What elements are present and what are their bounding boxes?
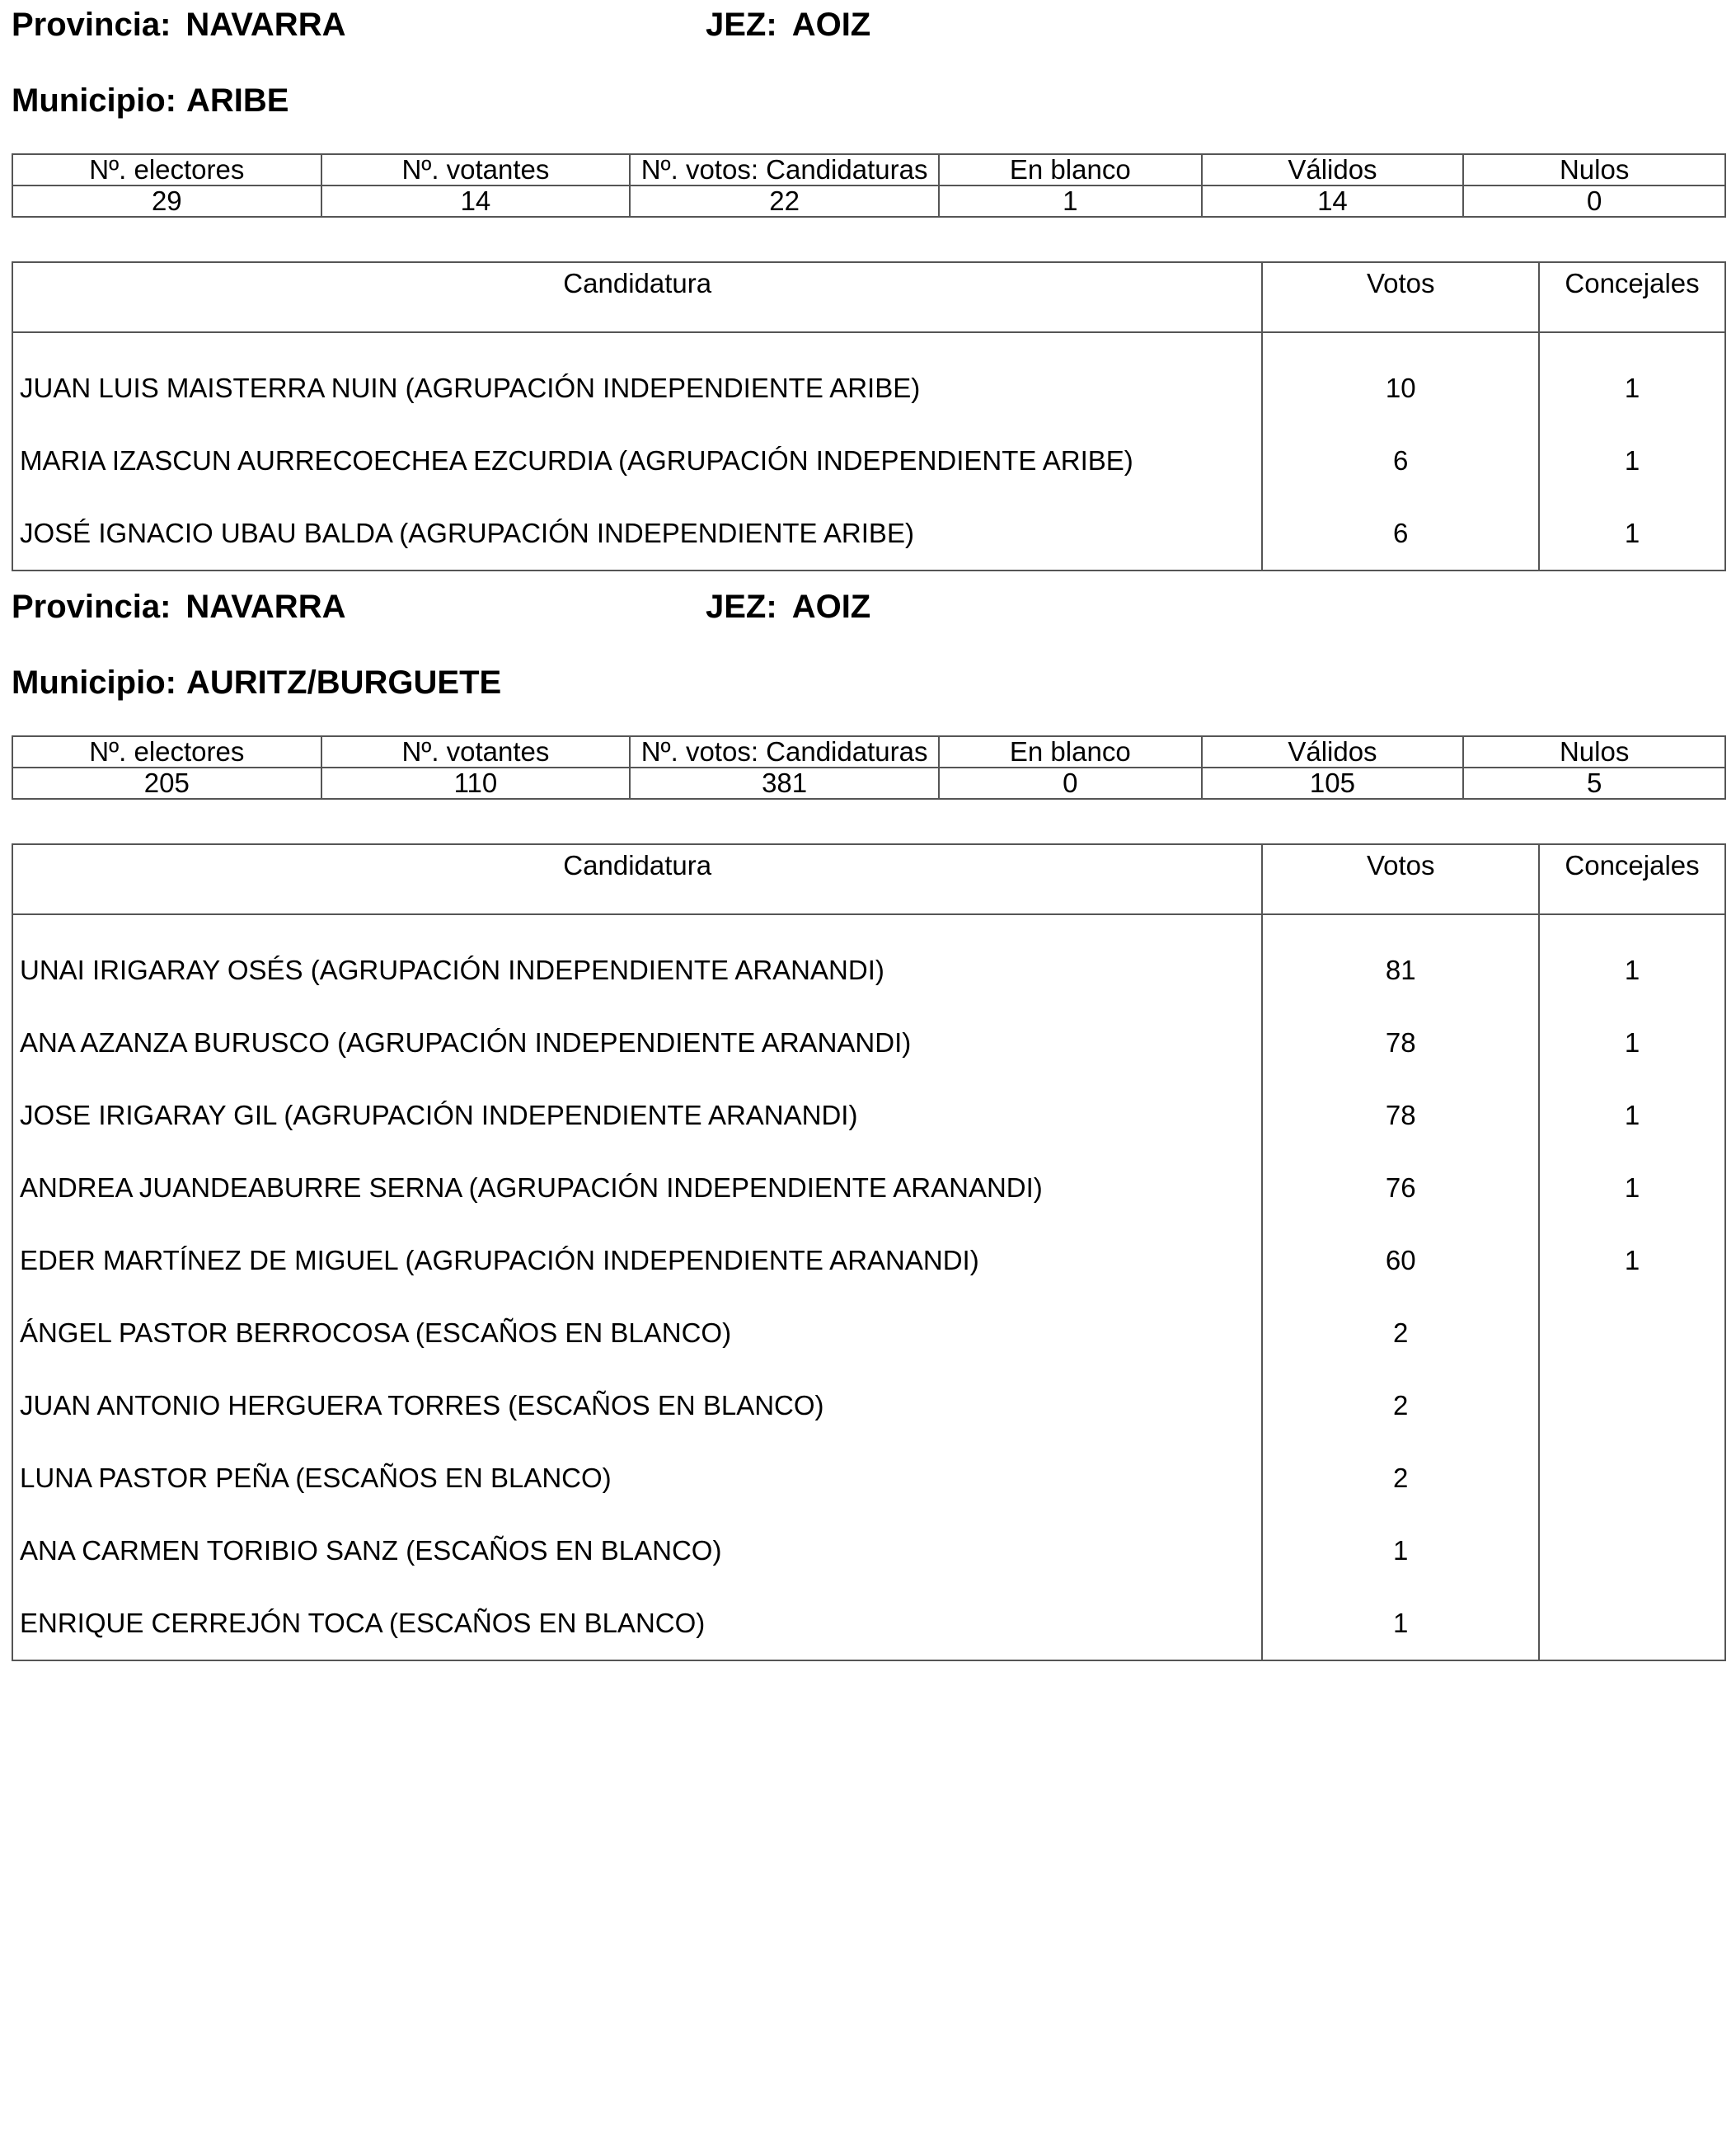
stats-validos: 14 (1202, 185, 1464, 217)
stats-header-validos: Válidos (1202, 154, 1464, 185)
header-candidatura: Candidatura (12, 262, 1262, 332)
candidates-table (12, 843, 1726, 1661)
candidate-concejales (1539, 1442, 1725, 1514)
candidate-name: ENRIQUE CERREJÓN TOCA (ESCAÑOS EN BLANCO) (12, 1587, 1262, 1660)
section-aribe (12, 0, 1726, 548)
municipio-value: AURITZ/BURGUETE (185, 664, 502, 701)
candidate-votos: 76 (1262, 1152, 1539, 1224)
candidate-name: ÁNGEL PASTOR BERROCOSA (ESCAÑOS EN BLANCO) (12, 1297, 1262, 1369)
stats-electores: 205 (12, 768, 321, 799)
municipio-value: ARIBE (185, 82, 289, 119)
stats-header-validos: Válidos (1202, 736, 1464, 768)
candidate-concejales: 1 (1539, 1224, 1725, 1297)
stats-header-electores: Nº. electores (12, 154, 321, 185)
candidate-concejales (1539, 1297, 1725, 1369)
table-row (12, 914, 1725, 1007)
stats-nulos: 5 (1463, 768, 1725, 799)
candidates-header-row (12, 844, 1725, 914)
candidate-votos: 81 (1262, 914, 1539, 1007)
table-row (12, 1079, 1725, 1152)
stats-table (12, 735, 1726, 800)
candidate-votos: 6 (1262, 497, 1539, 571)
jez-value: AOIZ (791, 589, 871, 625)
municipio-header (12, 84, 289, 117)
header-candidatura: Candidatura (12, 844, 1262, 914)
candidate-concejales: 1 (1539, 497, 1725, 571)
candidate-votos: 60 (1262, 1224, 1539, 1297)
candidate-concejales (1539, 1587, 1725, 1660)
candidate-name: MARIA IZASCUN AURRECOECHEA EZCURDIA (AGRUPACIÓN INDEPENDIENTE ARIBE) (12, 425, 1262, 497)
table-row (12, 425, 1725, 497)
section-auritz-burguete (12, 582, 1726, 1637)
table-row (12, 332, 1725, 425)
stats-header-en-blanco: En blanco (939, 154, 1202, 185)
provincia-value: NAVARRA (185, 7, 346, 43)
municipio-label: Municipio: (12, 664, 176, 701)
stats-votos-candidaturas: 22 (630, 185, 939, 217)
provincia-header (12, 8, 345, 41)
candidate-concejales: 1 (1539, 1079, 1725, 1152)
candidate-votos: 2 (1262, 1442, 1539, 1514)
jez-header (706, 590, 870, 623)
header-concejales: Concejales (1539, 844, 1725, 914)
table-row (12, 1587, 1725, 1660)
table-row (12, 1514, 1725, 1587)
table-row (12, 1007, 1725, 1079)
candidate-votos: 10 (1262, 332, 1539, 425)
candidate-votos: 2 (1262, 1369, 1539, 1442)
stats-header-row (12, 736, 1725, 768)
stats-header-nulos: Nulos (1463, 154, 1725, 185)
provincia-value: NAVARRA (185, 589, 346, 625)
stats-header-votantes: Nº. votantes (321, 154, 631, 185)
header-votos: Votos (1262, 844, 1539, 914)
candidate-name: ANA AZANZA BURUSCO (AGRUPACIÓN INDEPENDIENTE ARANANDI) (12, 1007, 1262, 1079)
candidate-name: EDER MARTÍNEZ DE MIGUEL (AGRUPACIÓN INDEPENDIENTE ARANANDI) (12, 1224, 1262, 1297)
stats-value-row (12, 185, 1725, 217)
stats-header-votantes: Nº. votantes (321, 736, 631, 768)
stats-en-blanco: 0 (939, 768, 1202, 799)
candidate-votos: 1 (1262, 1587, 1539, 1660)
candidate-name: UNAI IRIGARAY OSÉS (AGRUPACIÓN INDEPENDIENTE ARANANDI) (12, 914, 1262, 1007)
candidate-concejales: 1 (1539, 914, 1725, 1007)
jez-value: AOIZ (791, 7, 871, 43)
candidate-votos: 78 (1262, 1079, 1539, 1152)
candidate-concejales (1539, 1369, 1725, 1442)
candidate-name: ANA CARMEN TORIBIO SANZ (ESCAÑOS EN BLANCO) (12, 1514, 1262, 1587)
header-concejales: Concejales (1539, 262, 1725, 332)
table-row (12, 1224, 1725, 1297)
table-row (12, 1152, 1725, 1224)
candidate-votos: 6 (1262, 425, 1539, 497)
candidate-name: ANDREA JUANDEABURRE SERNA (AGRUPACIÓN INDEPENDIENTE ARANANDI) (12, 1152, 1262, 1224)
stats-votantes: 14 (321, 185, 631, 217)
provincia-label: Provincia: (12, 589, 171, 625)
stats-table (12, 153, 1726, 218)
candidates-header-row (12, 262, 1725, 332)
stats-electores: 29 (12, 185, 321, 217)
candidates-table (12, 261, 1726, 571)
candidate-concejales: 1 (1539, 332, 1725, 425)
stats-header-electores: Nº. electores (12, 736, 321, 768)
stats-en-blanco: 1 (939, 185, 1202, 217)
candidate-concejales (1539, 1514, 1725, 1587)
candidate-concejales: 1 (1539, 1152, 1725, 1224)
table-row (12, 1297, 1725, 1369)
table-row (12, 497, 1725, 571)
table-row (12, 1442, 1725, 1514)
candidate-name: JUAN ANTONIO HERGUERA TORRES (ESCAÑOS EN BLANCO) (12, 1369, 1262, 1442)
header-votos: Votos (1262, 262, 1539, 332)
candidate-name: JUAN LUIS MAISTERRA NUIN (AGRUPACIÓN INDEPENDIENTE ARIBE) (12, 332, 1262, 425)
stats-header-votos-candidaturas: Nº. votos: Candidaturas (630, 736, 939, 768)
stats-header-en-blanco: En blanco (939, 736, 1202, 768)
stats-votantes: 110 (321, 768, 631, 799)
candidate-votos: 2 (1262, 1297, 1539, 1369)
jez-header (706, 8, 870, 41)
stats-header-votos-candidaturas: Nº. votos: Candidaturas (630, 154, 939, 185)
table-row (12, 1369, 1725, 1442)
jez-label: JEZ: (706, 589, 777, 625)
stats-nulos: 0 (1463, 185, 1725, 217)
candidate-name: JOSÉ IGNACIO UBAU BALDA (AGRUPACIÓN INDEPENDIENTE ARIBE) (12, 497, 1262, 571)
municipio-label: Municipio: (12, 82, 176, 119)
candidate-votos: 78 (1262, 1007, 1539, 1079)
candidate-concejales: 1 (1539, 425, 1725, 497)
stats-header-nulos: Nulos (1463, 736, 1725, 768)
stats-validos: 105 (1202, 768, 1464, 799)
provincia-label: Provincia: (12, 7, 171, 43)
candidate-votos: 1 (1262, 1514, 1539, 1587)
candidate-concejales: 1 (1539, 1007, 1725, 1079)
jez-label: JEZ: (706, 7, 777, 43)
stats-value-row (12, 768, 1725, 799)
candidate-name: JOSE IRIGARAY GIL (AGRUPACIÓN INDEPENDIENTE ARANANDI) (12, 1079, 1262, 1152)
stats-header-row (12, 154, 1725, 185)
provincia-header (12, 590, 345, 623)
candidate-name: LUNA PASTOR PEÑA (ESCAÑOS EN BLANCO) (12, 1442, 1262, 1514)
municipio-header (12, 666, 501, 699)
stats-votos-candidaturas: 381 (630, 768, 939, 799)
